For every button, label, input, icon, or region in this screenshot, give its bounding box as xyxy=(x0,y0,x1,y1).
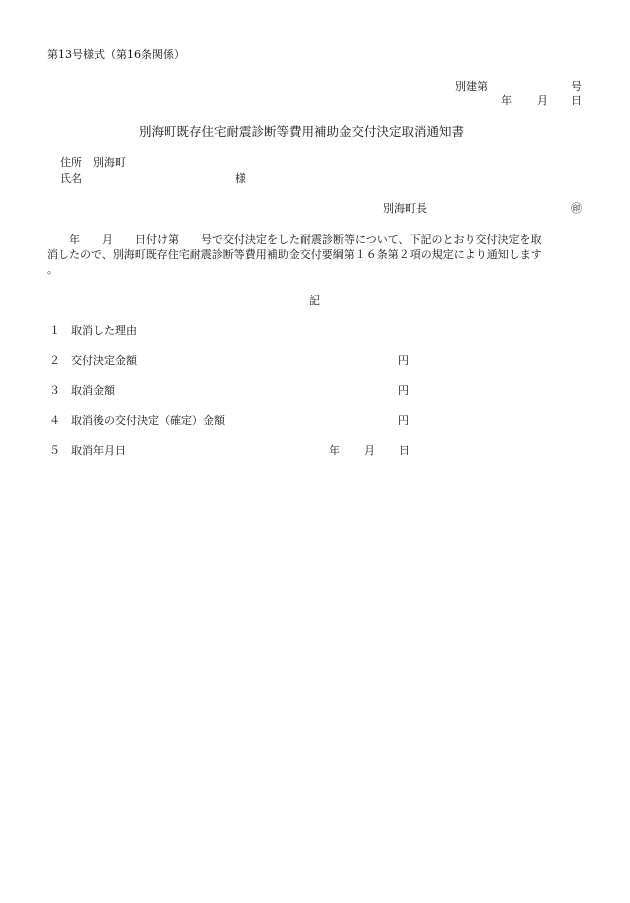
yen-unit: 円 xyxy=(398,414,409,427)
name-label: 氏名 xyxy=(60,172,82,185)
item-number: １ xyxy=(49,324,60,337)
honorific: 様 xyxy=(235,172,246,185)
document-number-prefix: 別建第 xyxy=(455,80,488,93)
ki-heading: 記 xyxy=(309,294,320,307)
cancel-date-year: 年 xyxy=(329,444,340,457)
item-number: ３ xyxy=(49,384,60,397)
form-number: 第13号様式（第16条関係） xyxy=(47,48,185,61)
item-number: ４ xyxy=(49,414,60,427)
item-label-amount-after-cancel: 取消後の交付決定（確定）金額 xyxy=(71,414,225,427)
yen-unit: 円 xyxy=(398,354,409,367)
document-number-suffix: 号 xyxy=(571,80,582,93)
body-line-1: 年 月 日付け第 号で交付決定をした耐震診断等について、下記のとおり交付決定を取 xyxy=(47,233,542,246)
cancel-date-month: 月 xyxy=(364,444,375,457)
yen-unit: 円 xyxy=(398,384,409,397)
item-label-cancel-amount: 取消金額 xyxy=(71,384,115,397)
header-date-month: 月 xyxy=(537,94,548,107)
item-number: ５ xyxy=(49,444,60,457)
address-value: 別海町 xyxy=(93,156,126,169)
item-number: ２ xyxy=(49,354,60,367)
cancel-date-day: 日 xyxy=(399,444,410,457)
item-label-cancel-date: 取消年月日 xyxy=(71,444,126,457)
address-label: 住所 xyxy=(60,156,82,169)
seal-mark: ㊞ xyxy=(571,202,582,215)
item-label-grant-amount: 交付決定金額 xyxy=(71,354,137,367)
header-date-day: 日 xyxy=(571,94,582,107)
document-title: 別海町既存住宅耐震診断等費用補助金交付決定取消通知書 xyxy=(139,124,465,139)
body-line-3: 。 xyxy=(47,263,58,276)
issuer-title: 別海町長 xyxy=(383,202,427,215)
body-line-2: 消したので、別海町既存住宅耐震診断等費用補助金交付要綱第１６条第２項の規定により通知します xyxy=(47,248,542,261)
item-label-cancel-reason: 取消した理由 xyxy=(71,324,137,337)
header-date-year: 年 xyxy=(501,94,512,107)
